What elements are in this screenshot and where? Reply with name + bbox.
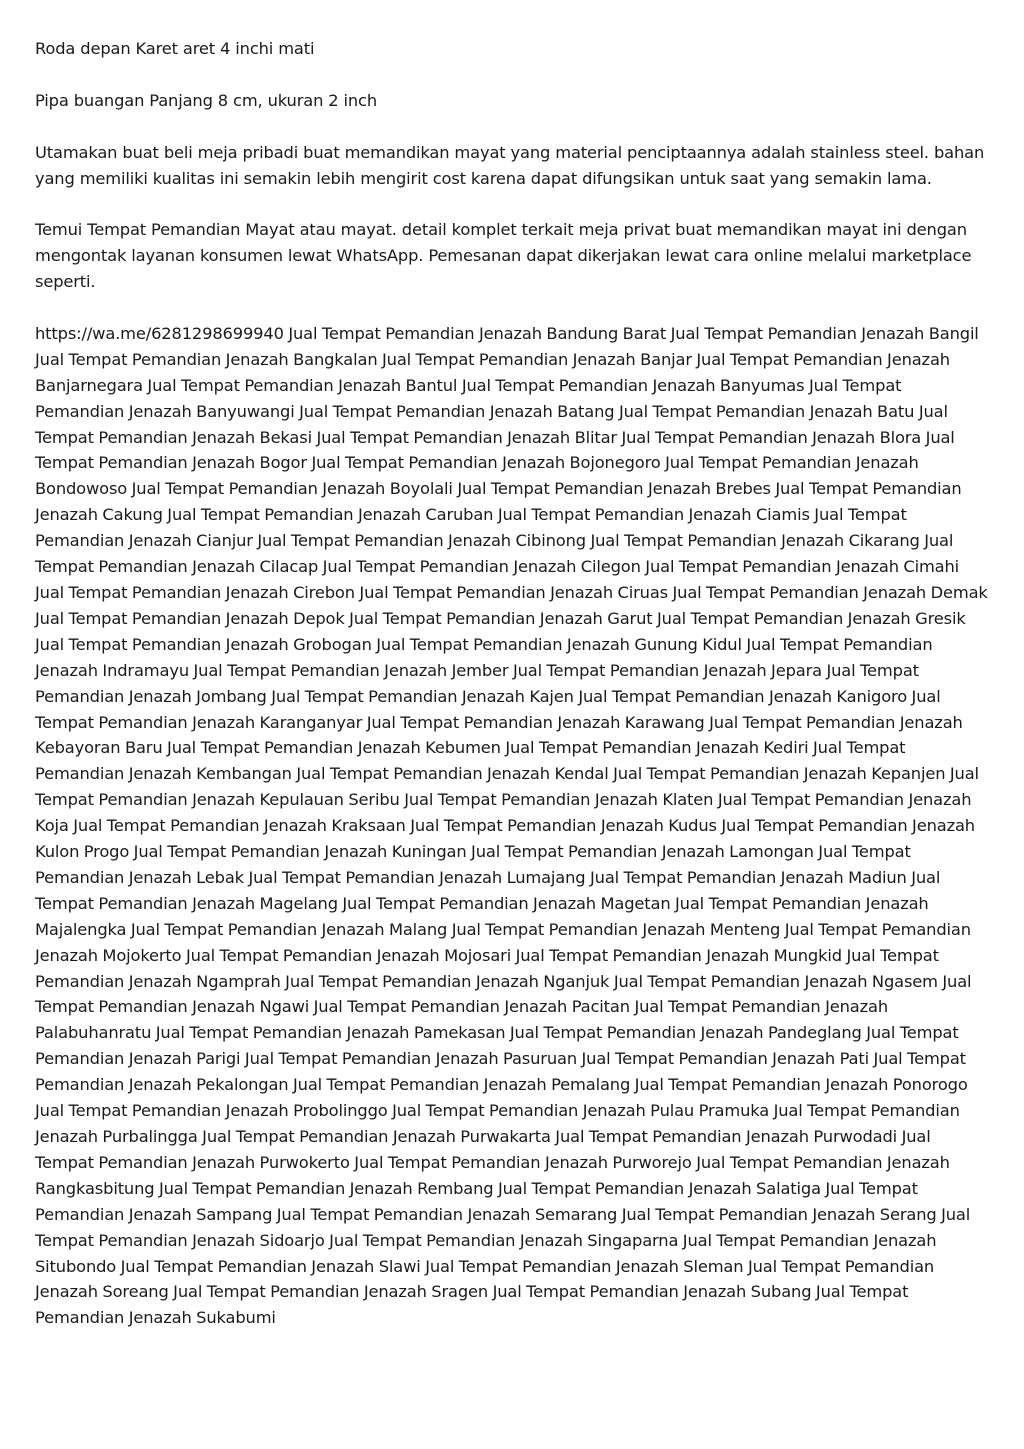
paragraph-drain-pipe-spec: Pipa buangan Panjang 8 cm, ukuran 2 inch [35, 90, 378, 110]
paragraph-location-list: https://wa.me/6281298699940 Jual Tempat Pemandian Jenazah Bandung Barat Jual Tempat Pemandian Jenazah Bangil Jual Tempat Pemandian Jenazah Bangkalan Jual Tempat Pemandian Jenazah Banjar Jual Tempat Pemandian Jenazah Banjarnegara Jual Tempat Pemandian Jenazah Bantul Jual Tempat Pemandian Jenazah Banyumas Jual Tempat Pemandian Jenazah Banyuwangi Jual Tempat Pemandian Jenazah Batang Jual Tempat Pemandian Jenazah Batu Jual Tempat Pemandian Jenazah Bekasi Jual Tempat Pemandian Jenazah Blitar Jual Tempat Pemandian Jenazah Blora Jual Tempat Pemandian Jenazah Bogor Jual Tempat Pemandian Jenazah Bojonegoro Jual Tempat Pemandian Jenazah Bondowoso Jual Tempat Pemandian Jenazah Boyolali Jual Tempat Pemandian Jenazah Brebes Jual Tempat Pemandian Jenazah Cakung Jual Tempat Pemandian Jenazah Caruban Jual Tempat Pemandian Jenazah Ciamis Jual Tempat Pemandian Jenazah Cianjur Jual Tempat Pemandian Jenazah Cibinong Jual Tempat Pemandian Jenazah Cikarang Jual Tempat Pemandian Jenazah Cilacap Jual Tempat Pemandian Jenazah Cilegon Jual Tempat Pemandian Jenazah Cimahi Jual Tempat Pemandian Jenazah Cirebon Jual Tempat Pemandian Jenazah Ciruas Jual Tempat Pemandian Jenazah Demak Jual Tempat Pemandian Jenazah Depok Jual Tempat Pemandian Jenazah Garut Jual Tempat Pemandian Jenazah Gresik Jual Tempat Pemandian Jenazah Grobogan Jual Tempat Pemandian Jenazah Gunung Kidul Jual Tempat Pemandian Jenazah Indramayu Jual Tempat Pemandian Jenazah Jember Jual Tempat Pemandian Jenazah Jepara Jual Tempat Pemandian Jenazah Jombang Jual Tempat Pemandian Jenazah Kajen Jual Tempat Pemandian Jenazah Kanigoro Jual Tempat Pemandian Jenazah Karanganyar Jual Tempat Pemandian Jenazah Karawang Jual Tempat Pemandian Jenazah Kebayoran Baru Jual Tempat Pemandian Jenazah Kebumen Jual Tempat Pemandian Jenazah Kediri Jual Tempat Pemandian Jenazah Kembangan Jual Tempat Pemandian Jenazah Kendal Jual Tempat Pemandian Jenazah Kepanjen Jual Tempat Pemandian Jenazah Kepulauan Seribu Jual Tempat Pemandian Jenazah Klaten Jual Tempat Pemandian Jenazah Koja Jual Tempat Pemandian Jenazah Kraksaan Jual Tempat Pemandian Jenazah Kudus Jual Tempat Pemandian Jenazah Kulon Progo Jual Tempat Pemandian Jenazah Kuningan Jual Tempat Pemandian Jenazah Lamongan Jual Tempat Pemandian Jenazah Lebak Jual Tempat Pemandian Jenazah Lumajang Jual Tempat Pemandian Jenazah Madiun Jual Tempat Pemandian Jenazah Magelang Jual Tempat Pemandian Jenazah Magetan Jual Tempat Pemandian Jenazah Majalengka Jual Tempat Pemandian Jenazah Malang Jual Tempat Pemandian Jenazah Menteng Jual Tempat Pemandian Jenazah Mojokerto Jual Tempat Pemandian Jenazah Mojosari Jual Tempat Pemandian Jenazah Mungkid Jual Tempat Pemandian Jenazah Ngamprah Jual Tempat Pemandian Jenazah Nganjuk Jual Tempat Pemandian Jenazah Ngasem Jual Tempat Pemandian Jenazah Ngawi Jual Tempat Pemandian Jenazah Pacitan Jual Tempat Pemandian Jenazah Palabuhanratu Jual Tempat Pemandian Jenazah Pamekasan Jual Tempat Pemandian Jenazah Pandeglang Jual Tempat Pemandian Jenazah Parigi Jual Tempat Pemandian Jenazah Pasuruan Jual Tempat Pemandian Jenazah Pati Jual Tempat Pemandian Jenazah Pekalongan Jual Tempat Pemandian Jenazah Pemalang Jual Tempat Pemandian Jenazah Ponorogo Jual Tempat Pemandian Jenazah Probolinggo Jual Tempat Pemandian Jenazah Pulau Pramuka Jual Tempat Pemandian Jenazah Purbalingga Jual Tempat Pemandian Jenazah Purwakarta Jual Tempat Pemandian Jenazah Purwodadi Jual Tempat Pemandian Jenazah Purwokerto Jual Tempat Pemandian Jenazah Purworejo Jual Tempat Pemandian Jenazah Rangkasbitung Jual Tempat Pemandian Jenazah Rembang Jual Tempat Pemandian Jenazah Salatiga Jual Tempat Pemandian Jenazah Sampang Jual Tempat Pemandian Jenazah Semarang Jual Tempat Pemandian Jenazah Serang Jual Tempat Pemandian Jenazah Sidoarjo Jual Tempat Pemandian Jenazah Singaparna Jual Tempat Pemandian Jenazah Situbondo Jual Tempat Pemandian Jenazah Slawi Jual Tempat Pemandian Jenazah Sleman Jual Tempat Pemandian Jenazah Soreang Jual Tempat Pemandian Jenazah Sragen Jual Tempat Pemandian Jenazah Subang Jual Tempat Pemandian Jenazah Sukabumi [35, 323, 988, 1328]
paragraph-contact-info: Temui Tempat Pemandian Mayat atau mayat. detail komplet terkait meja privat buat memandikan mayat ini dengan mengontak layanan konsumen lewat WhatsApp. Pemesanan dapat dikerjakan lewat cara online melalui marketplace seperti. [35, 220, 972, 292]
document-body [35, 36, 991, 1331]
paragraph-material-note: Utamakan buat beli meja pribadi buat memandikan mayat yang material penciptaannya adalah stainless steel. bahan yang memiliki kualitas ini semakin lebih mengirit cost karena dapat difungsikan untuk saat yang semakin lama. [35, 142, 985, 188]
paragraph-wheel-spec: Roda depan Karet aret 4 inchi mati [35, 39, 315, 58]
